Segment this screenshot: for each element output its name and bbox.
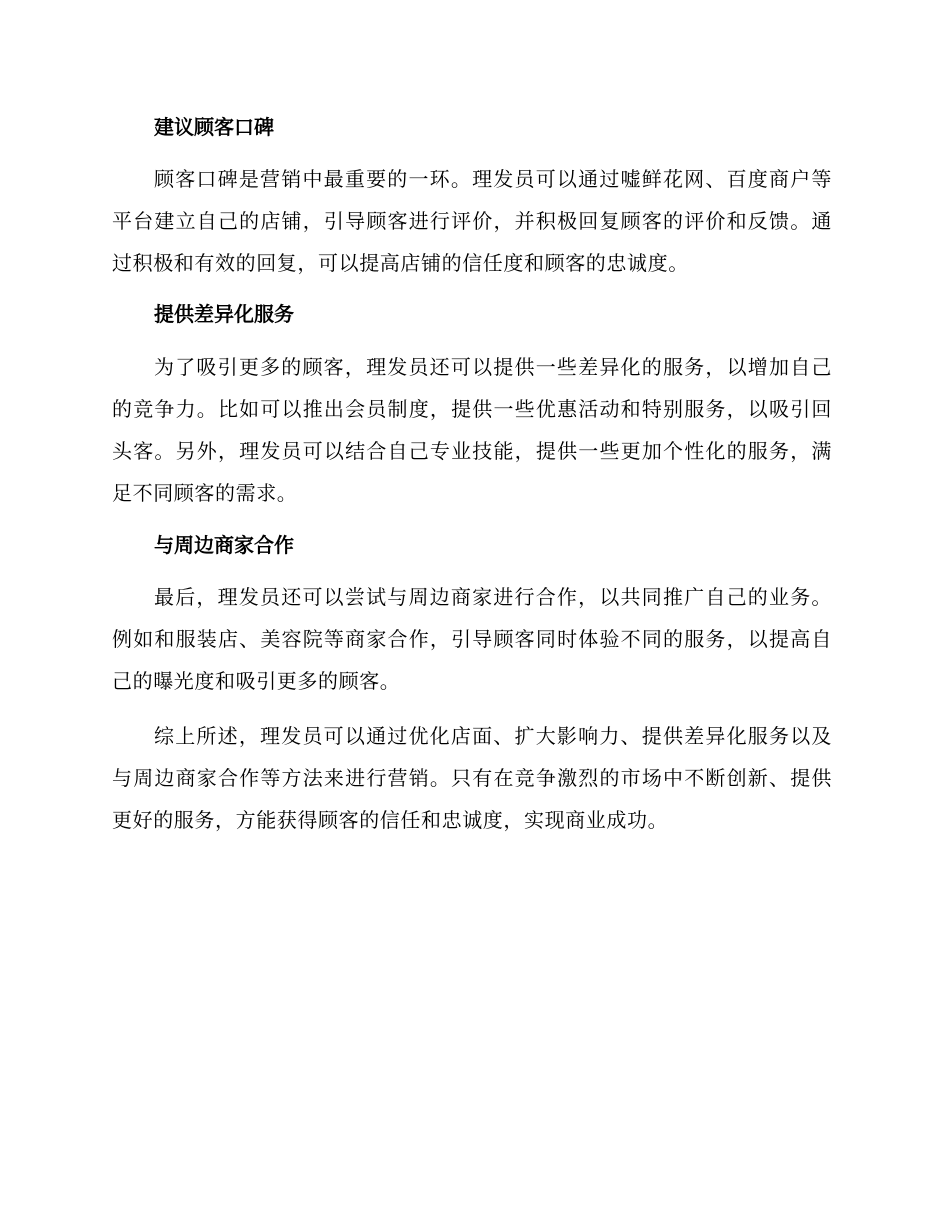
section-heading-differentiated-service: 提供差异化服务 [154, 302, 294, 326]
section-heading-business-cooperation: 与周边商家合作 [154, 533, 294, 557]
section-paragraph-business-cooperation: 最后，理发员还可以尝试与周边商家进行合作，以共同推广自己的业务。例如和服装店、美容院等商家合作，引导顾客同时体验不同的服务，以提高自己的曝光度和吸引更多的顾客。 [112, 585, 832, 693]
section-paragraph-differentiated-service: 为了吸引更多的顾客，理发员还可以提供一些差异化的服务，以增加自己的竞争力。比如可以推出会员制度，提供一些优惠活动和特别服务，以吸引回头客。另外，理发员可以结合自己专业技能，提供一些更加个性化的服务，满足不同顾客的需求。 [112, 355, 832, 505]
section-paragraph-customer-reputation: 顾客口碑是营销中最重要的一环。理发员可以通过嘘鲜花网、百度商户等平台建立自己的店铺，引导顾客进行评价，并积极回复顾客的评价和反馈。通过积极和有效的回复，可以提高店铺的信任度和顾客的忠诚度。 [112, 167, 832, 275]
conclusion-paragraph: 综上所述，理发员可以通过优化店面、扩大影响力、提供差异化服务以及与周边商家合作等方法来进行营销。只有在竞争激烈的市场中不断创新、提供更好的服务，方能获得顾客的信任和忠诚度，实现商业成功。 [112, 724, 832, 832]
section-heading-customer-reputation: 建议顾客口碑 [154, 115, 274, 139]
document-body [112, 110, 832, 841]
